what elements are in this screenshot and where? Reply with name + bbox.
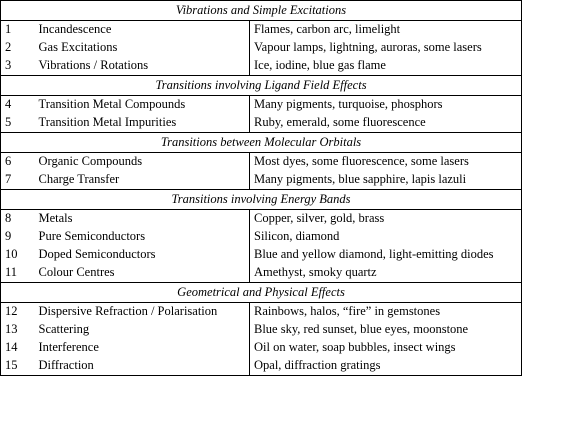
examples-cell: Most dyes, some fluorescence, some lasers — [250, 153, 522, 172]
row-number: 1 — [1, 21, 35, 40]
row-number: 4 — [1, 96, 35, 115]
examples-cell: Opal, diffraction gratings — [250, 357, 522, 376]
table-row — [1, 357, 522, 376]
row-number: 12 — [1, 303, 35, 322]
table-row — [1, 39, 522, 57]
mechanism-cell: Diffraction — [35, 357, 250, 376]
section-title: Transitions involving Ligand Field Effects — [1, 76, 522, 96]
row-number: 9 — [1, 228, 35, 246]
table-row — [1, 228, 522, 246]
row-number: 11 — [1, 264, 35, 283]
section-header-row — [1, 76, 522, 96]
examples-cell: Vapour lamps, lightning, auroras, some lasers — [250, 39, 522, 57]
mechanism-cell: Incandescence — [38, 22, 112, 36]
table-row — [1, 21, 522, 40]
mechanism-cell: Dispersive Refraction / Polarisation — [38, 304, 218, 318]
row-number: 10 — [1, 246, 35, 264]
row-number: 7 — [1, 171, 35, 190]
row-number: 14 — [1, 339, 35, 357]
table-row — [1, 96, 522, 115]
mechanism-cell: Colour Centres — [38, 265, 115, 279]
examples-cell: Copper, silver, gold, brass — [250, 210, 522, 229]
section-title: Vibrations and Simple Excitations — [1, 1, 522, 21]
table-row — [1, 339, 522, 357]
row-number: 13 — [1, 321, 35, 339]
section-header-row — [1, 133, 522, 153]
table-row — [1, 153, 522, 172]
examples-cell: Flames, carbon arc, limelight — [250, 21, 522, 40]
examples-cell: Rainbows, halos, “fire” in gemstones — [250, 303, 522, 322]
examples-cell: Amethyst, smoky quartz — [250, 264, 522, 283]
section-title: Transitions involving Energy Bands — [1, 190, 522, 210]
section-header-row — [1, 190, 522, 210]
mechanism-cell: Doped Semiconductors — [38, 247, 156, 261]
mechanism-cell: Interference — [38, 340, 99, 354]
table-row — [1, 246, 522, 264]
table-row — [1, 114, 522, 133]
row-number: 8 — [1, 210, 35, 229]
section-header-row — [1, 283, 522, 303]
mechanism-cell: Transition Metal Compounds — [38, 97, 186, 111]
table-body — [1, 1, 522, 376]
examples-cell: Blue sky, red sunset, blue eyes, moonstone — [250, 321, 522, 339]
examples-cell: Blue and yellow diamond, light-emitting diodes — [250, 246, 522, 264]
table-row — [1, 210, 522, 229]
mechanism-cell: Scattering — [38, 322, 90, 336]
row-number: 5 — [1, 114, 35, 133]
row-number: 2 — [1, 39, 35, 57]
mechanism-cell: Pure Semiconductors — [38, 229, 146, 243]
table-row — [1, 264, 522, 283]
table-row — [1, 57, 522, 76]
mechanism-cell: Charge Transfer — [38, 172, 120, 186]
examples-cell: Ruby, emerald, some fluorescence — [250, 114, 522, 133]
examples-cell: Many pigments, turquoise, phosphors — [250, 96, 522, 115]
row-number: 6 — [1, 153, 35, 172]
mechanism-cell: Vibrations / Rotations — [38, 58, 149, 72]
row-number: 15 — [1, 357, 35, 376]
examples-cell: Silicon, diamond — [250, 228, 522, 246]
mechanism-cell: Metals — [38, 211, 73, 225]
section-title: Geometrical and Physical Effects — [1, 283, 522, 303]
examples-cell: Many pigments, blue sapphire, lapis lazuli — [250, 171, 522, 190]
table-row — [1, 321, 522, 339]
examples-cell: Oil on water, soap bubbles, insect wings — [250, 339, 522, 357]
table-row — [1, 171, 522, 190]
row-number: 3 — [1, 57, 35, 76]
mechanism-cell: Transition Metal Impurities — [38, 115, 177, 129]
mechanism-cell: Gas Excitations — [38, 40, 118, 54]
section-header-row — [1, 1, 522, 21]
examples-cell: Ice, iodine, blue gas flame — [250, 57, 522, 76]
table-row — [1, 303, 522, 322]
mechanism-cell: Organic Compounds — [38, 154, 143, 168]
section-title: Transitions between Molecular Orbitals — [1, 133, 522, 153]
